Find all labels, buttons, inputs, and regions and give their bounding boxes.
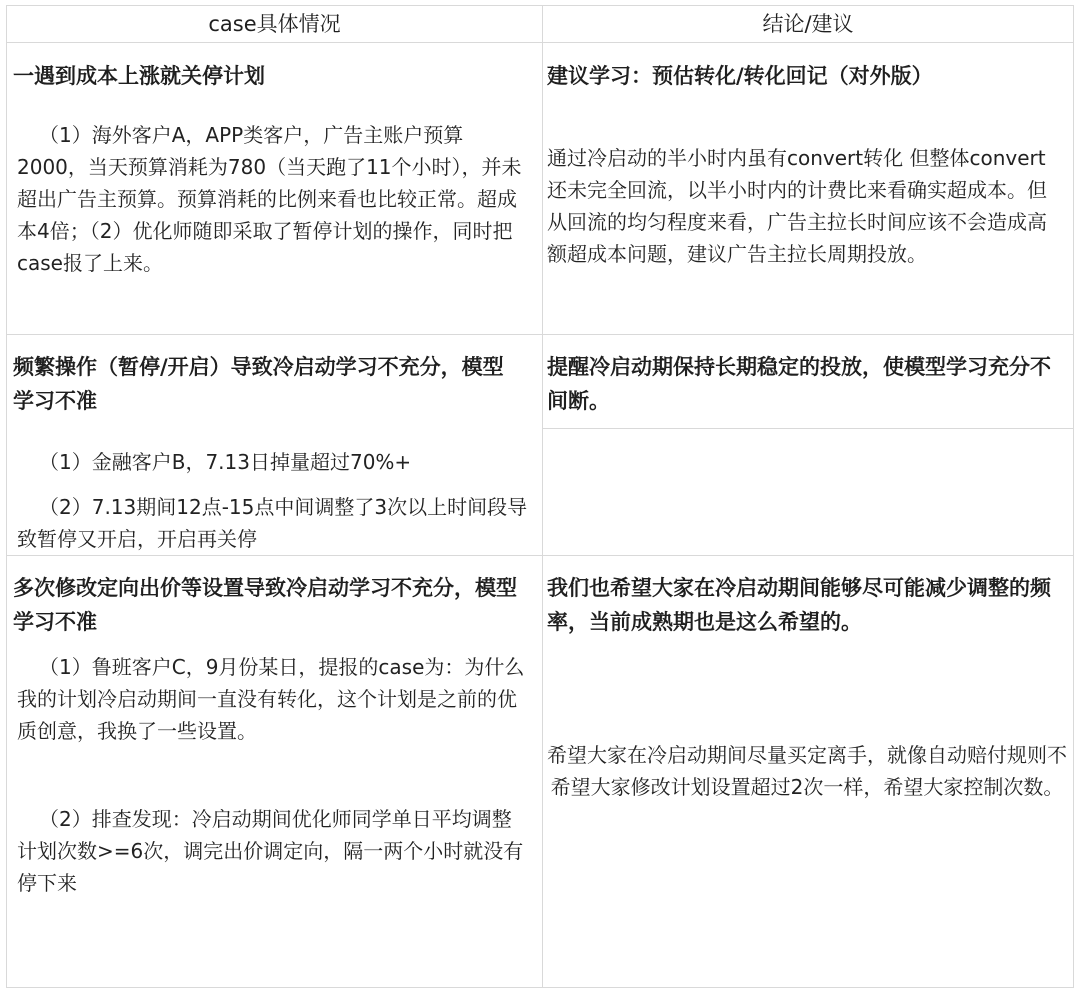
row-2-conclusion-title: 提醒冷启动期保持长期稳定的投放，使模型学习充分不间断。 [547,355,1051,413]
row-1-conclusion-title: 建议学习：预估转化/转化回记（对外版） [547,64,933,88]
row-1-conclusion-body: 通过冷启动的半小时内虽有convert转化 但整体convert还未完全回流，以半小时内的计费比来看确实超成本。但从回流的均匀程度来看，广告主拉长时间应该不会造成高额超成本问题，建议广告主拉长周期投放。 [547,146,1047,266]
row-3-conclusion-body: 希望大家在冷启动期间尽量买定离手，就像自动赔付规则不希望大家修改计划设置超过2次一样，希望大家控制次数。 [547,743,1067,799]
header-conclusion: 结论/建议 [762,12,854,36]
row-3-case-detail-2: （2）排查发现：冷启动期间优化师同学单日平均调整计划次数>=6次，调完出价调定向，隔一两个小时就没有停下来 [17,807,524,895]
row-3-case-title: 多次修改定向出价等设置导致冷启动学习不充分，模型学习不准 [13,576,517,634]
case-table [6,5,1074,988]
row-1-case-detail-1: （1）海外客户A，APP类客户，广告主账户预算2000，当天预算消耗为780（当天跑了11个小时），并未超出广告主预算。预算消耗的比例来看也比较正常。超成本4倍；（2）优化师随即采取了暂停计划的操作，同时把case报了上来。 [17,123,522,275]
table-bottom-border [7,987,1073,988]
row-1-divider [7,334,1073,335]
row-3-conclusion-title: 我们也希望大家在冷启动期间能够尽可能减少调整的频率，当前成熟期也是这么希望的。 [547,576,1051,634]
row-2-conclusion-inner-divider [543,428,1073,429]
header-case-details: case具体情况 [208,12,341,36]
header-divider [7,42,1073,43]
row-2-case-title: 频繁操作（暂停/开启）导致冷启动学习不充分，模型学习不准 [13,355,504,413]
row-1-case-title: 一遇到成本上涨就关停计划 [13,64,265,88]
row-2-case-detail-1: （1）金融客户B，7.13日掉量超过70%+ [39,450,412,474]
row-2-divider [7,555,1073,556]
row-3-case-detail-1: （1）鲁班客户C，9月份某日，提报的case为：为什么我的计划冷启动期间一直没有转化，这个计划是之前的优质创意，我换了一些设置。 [17,655,525,743]
row-2-case-detail-2: （2）7.13期间12点-15点中间调整了3次以上时间段导致暂停又开启，开启再关停 [17,495,528,551]
column-divider [542,6,543,988]
